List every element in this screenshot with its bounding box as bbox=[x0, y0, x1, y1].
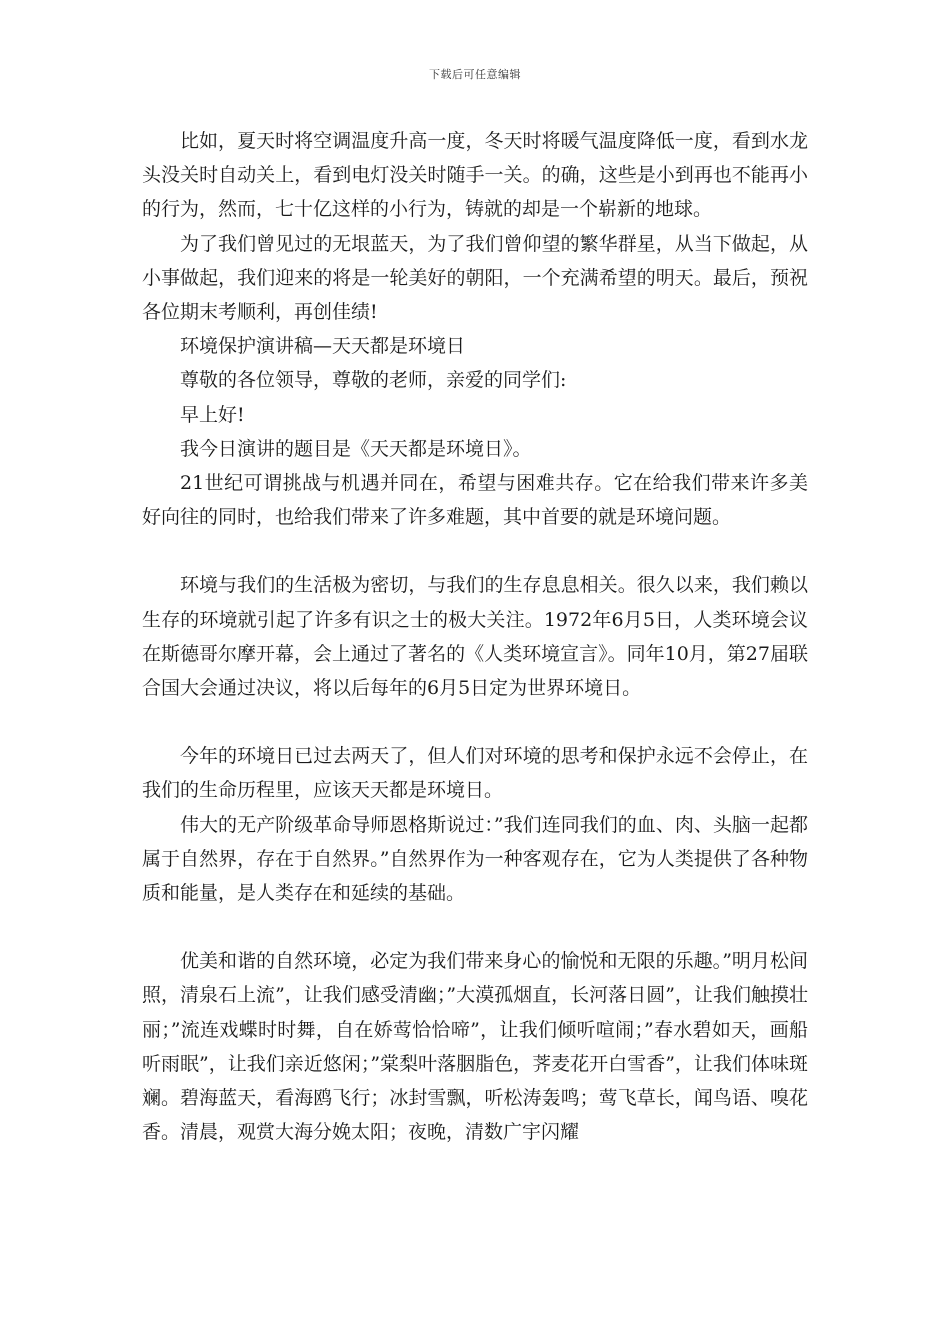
paragraph-topic: 我今日演讲的题目是《天天都是环境日》。 bbox=[180, 437, 532, 460]
document-body bbox=[142, 124, 808, 1149]
paragraph-natural-beauty: 优美和谐的自然环境，必定为我们带来身心的愉悦和无限的乐趣。”明月松间照，清泉石上流”，让我们感受清幽；”大漠孤烟直，长河落日圆”，让我们触摸壮丽；”流连戏蝶时时舞，自在娇莺恰恰啼”，让我们倾听喧闹；”春水碧如天，画船听雨眠”，让我们亲近悠闲；”棠梨叶落胭脂色，荠麦花开白雪香”，让我们体味斑斓。碧海蓝天，看海鸥飞行；冰封雪飘，听松涛轰鸣；莺飞草长，闻鸟语、嗅花香。清晨，观赏大海分娩太阳；夜晚，清数广宇闪耀 bbox=[142, 950, 808, 1144]
paragraph-every-day: 今年的环境日已过去两天了，但人们对环境的思考和保护永远不会停止，在我们的生命历程里，应该天天都是环境日。 bbox=[142, 745, 808, 802]
paragraph-engels-quote: 伟大的无产阶级革命导师恩格斯说过：”我们连同我们的血、肉、头脑一起都属于自然界，存在于自然界。”自然界作为一种客观存在，它为人类提供了各种物质和能量，是人类存在和延续的基础。 bbox=[142, 813, 808, 905]
paragraph-gap bbox=[142, 534, 808, 568]
greeting: 早上好! bbox=[180, 403, 245, 426]
paragraph-closing-wishes: 为了我们曾见过的无垠蓝天，为了我们曾仰望的繁华群星，从当下做起，从小事做起，我们迎来的将是一轮美好的朝阳，一个充满希望的明天。最后，预祝各位期末考顺利，再创佳绩! bbox=[142, 232, 808, 324]
speech-title: 环境保护演讲稿—天天都是环境日 bbox=[180, 335, 466, 358]
paragraph-environment-day-history: 环境与我们的生活极为密切，与我们的生存息息相关。很久以来，我们赖以生存的环境就引起了许多有识之士的极大关注。1972年6月5日，人类环境会议在斯德哥尔摩开幕，会上通过了著名的《人类环境宣言》。同年10月，第27届联合国大会通过决议，将以后每年的6月5日定为世界环境日。 bbox=[142, 574, 808, 700]
paragraph-saving-energy: 比如，夏天时将空调温度升高一度，冬天时将暖气温度降低一度，看到水龙头没关时自动关上，看到电灯没关时随手一关。的确，这些是小到再也不能再小的行为，然而，七十亿这样的小行为，铸就的却是一个崭新的地球。 bbox=[142, 130, 808, 221]
paragraph-21st-century: 21世纪可谓挑战与机遇并同在，希望与困难共存。它在给我们带来许多美好向往的同时，也给我们带来了许多难题，其中首要的就是环境问题。 bbox=[142, 472, 808, 529]
salutation: 尊敬的各位领导，尊敬的老师，亲爱的同学们: bbox=[180, 369, 567, 392]
paragraph-gap bbox=[142, 705, 808, 739]
page-header: 下载后可任意编辑 bbox=[429, 68, 521, 81]
paragraph-gap bbox=[142, 910, 808, 944]
